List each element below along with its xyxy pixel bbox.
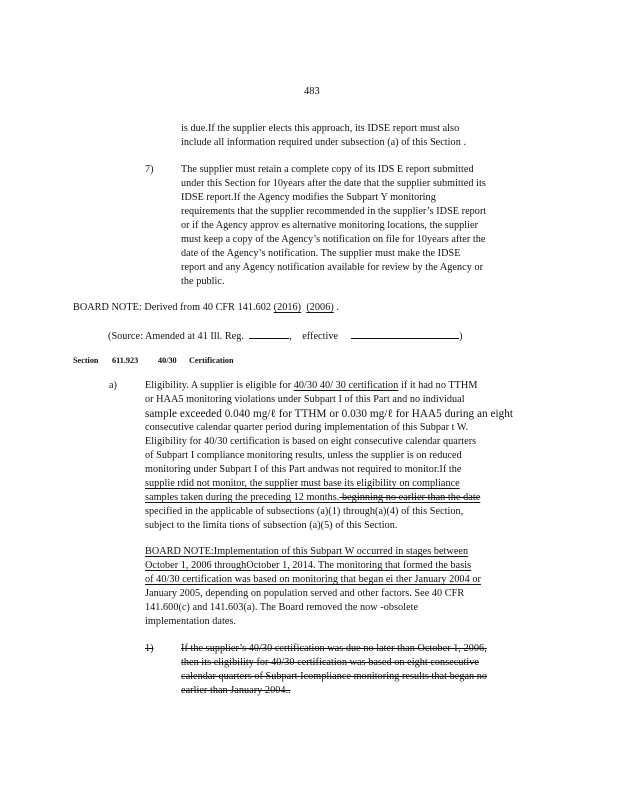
item-a-label: a): [109, 380, 117, 391]
deleted-line: earlier than January 2004..: [181, 685, 291, 696]
inserted-line: supplie rdid not monitor, the supplier must base its eligibility on compliance: [145, 478, 460, 489]
text-line: implementation dates.: [145, 616, 237, 627]
text-line: IDSE report.If the Agency modifies the Subpart Y monitoring: [181, 192, 436, 203]
source-effective: effective: [302, 331, 339, 342]
deleted-text: beginning no earlier than the date: [339, 492, 481, 503]
text-line: or if the Agency approv es alternative monitoring locations, the supplier: [181, 220, 479, 231]
text-span: Eligibility. A supplier is eligible for: [145, 380, 294, 391]
text-line: specified in the applicable of subsections (a)(1) through(a)(4) of this Section,: [145, 506, 464, 517]
board-note-suffix: .: [333, 302, 339, 313]
text-line: monitoring under Subpart I of this Part andwas not required to monitor.If the: [145, 464, 462, 475]
source-line: (Source: Amended at 41 Ill. Reg. , effective ): [108, 331, 463, 342]
deleted-line: If the supplier’s 40/30 certification was due no later than October 1, 2006,: [181, 643, 487, 654]
text-line: must keep a copy of the Agency’s notification on file for 10years after the: [181, 234, 486, 245]
text-line: the public.: [181, 276, 225, 287]
text-line: 141.600(c) and 141.603(a). The Board removed the now -obsolete: [145, 602, 419, 613]
text-line: January 2005, depending on population served and other factors. See 40 CFR: [145, 588, 465, 599]
text-line: is due.If the supplier elects this approach, its IDSE report must also: [181, 123, 460, 134]
board-note-derived: [73, 302, 339, 314]
text-line: or HAA5 monitoring violations under Subpart I of this Part and no individual: [145, 394, 465, 405]
text-line: include all information required under subsection (a) of this Section .: [181, 137, 467, 148]
register-volume-blank: [249, 329, 289, 339]
board-note-prefix: BOARD NOTE: Derived from 40 CFR 141.602: [73, 302, 274, 313]
effective-date-blank: [351, 329, 459, 339]
page-number: 483: [304, 86, 320, 97]
text-line: requirements that the supplier recommended in the supplier’s IDSE report: [181, 206, 487, 217]
inserted-line: October 1, 2006 throughOctober 1, 2014. The monitoring that formed the basis: [145, 560, 472, 571]
deleted-line: then its eligibility for 40/30 certification was based on eight consecutive: [181, 657, 479, 668]
text-span: if it had no TTHM: [398, 380, 478, 391]
inserted-line: BOARD NOTE:Implementation of this Subpart W occurred in stages between: [145, 546, 469, 557]
deleted-line: calendar quarters of Subpart Icompliance monitoring results that began no: [181, 671, 488, 682]
text-line: The supplier must retain a complete copy of its IDS E report submitted: [181, 164, 474, 175]
section-ratio: 40/30: [158, 356, 177, 365]
section-title: Certification: [189, 356, 234, 365]
text-line: consecutive calendar quarter period during implementation of this Subpar t W.: [145, 422, 469, 433]
text-line: of Subpart I compliance monitoring results, unless the supplier is on reduced: [145, 450, 462, 461]
text-line: report and any Agency notification available for review by the Agency or: [181, 262, 484, 273]
text-line: subject to the limita tions of subsection (a)(5) of this Section.: [145, 520, 398, 531]
inserted-text: samples taken during the preceding 12 months.: [145, 492, 340, 503]
source-open: (Source: Amended at 41 Ill. Reg.: [108, 331, 244, 342]
text-line: under this Section for 10years after the date that the supplier submitted its: [181, 178, 486, 189]
section-number: 611.923: [112, 356, 139, 365]
year-original: (2006): [306, 302, 334, 313]
inserted-text: 40/30 40/ 30 certification: [293, 380, 399, 391]
inserted-line: of 40/30 certification was based on monitoring that began ei ther January 2004 or: [145, 574, 481, 585]
section-label: Section: [73, 356, 99, 365]
item-1-label: 1): [145, 643, 154, 654]
source-close: ): [459, 331, 463, 342]
text-line: Eligibility for 40/30 certification is based on eight consecutive calendar quarters: [145, 436, 477, 447]
year-inserted: (2016): [273, 302, 302, 313]
text-line: date of the Agency’s notification. The supplier must make the IDSE: [181, 248, 461, 259]
text-line: [145, 492, 480, 504]
text-line: [145, 380, 477, 392]
text-line: sample exceeded 0.040 mg/ℓ for TTHM or 0.030 mg/ℓ for HAA5 during an eight: [145, 408, 514, 420]
item-7-label: 7): [145, 164, 154, 175]
